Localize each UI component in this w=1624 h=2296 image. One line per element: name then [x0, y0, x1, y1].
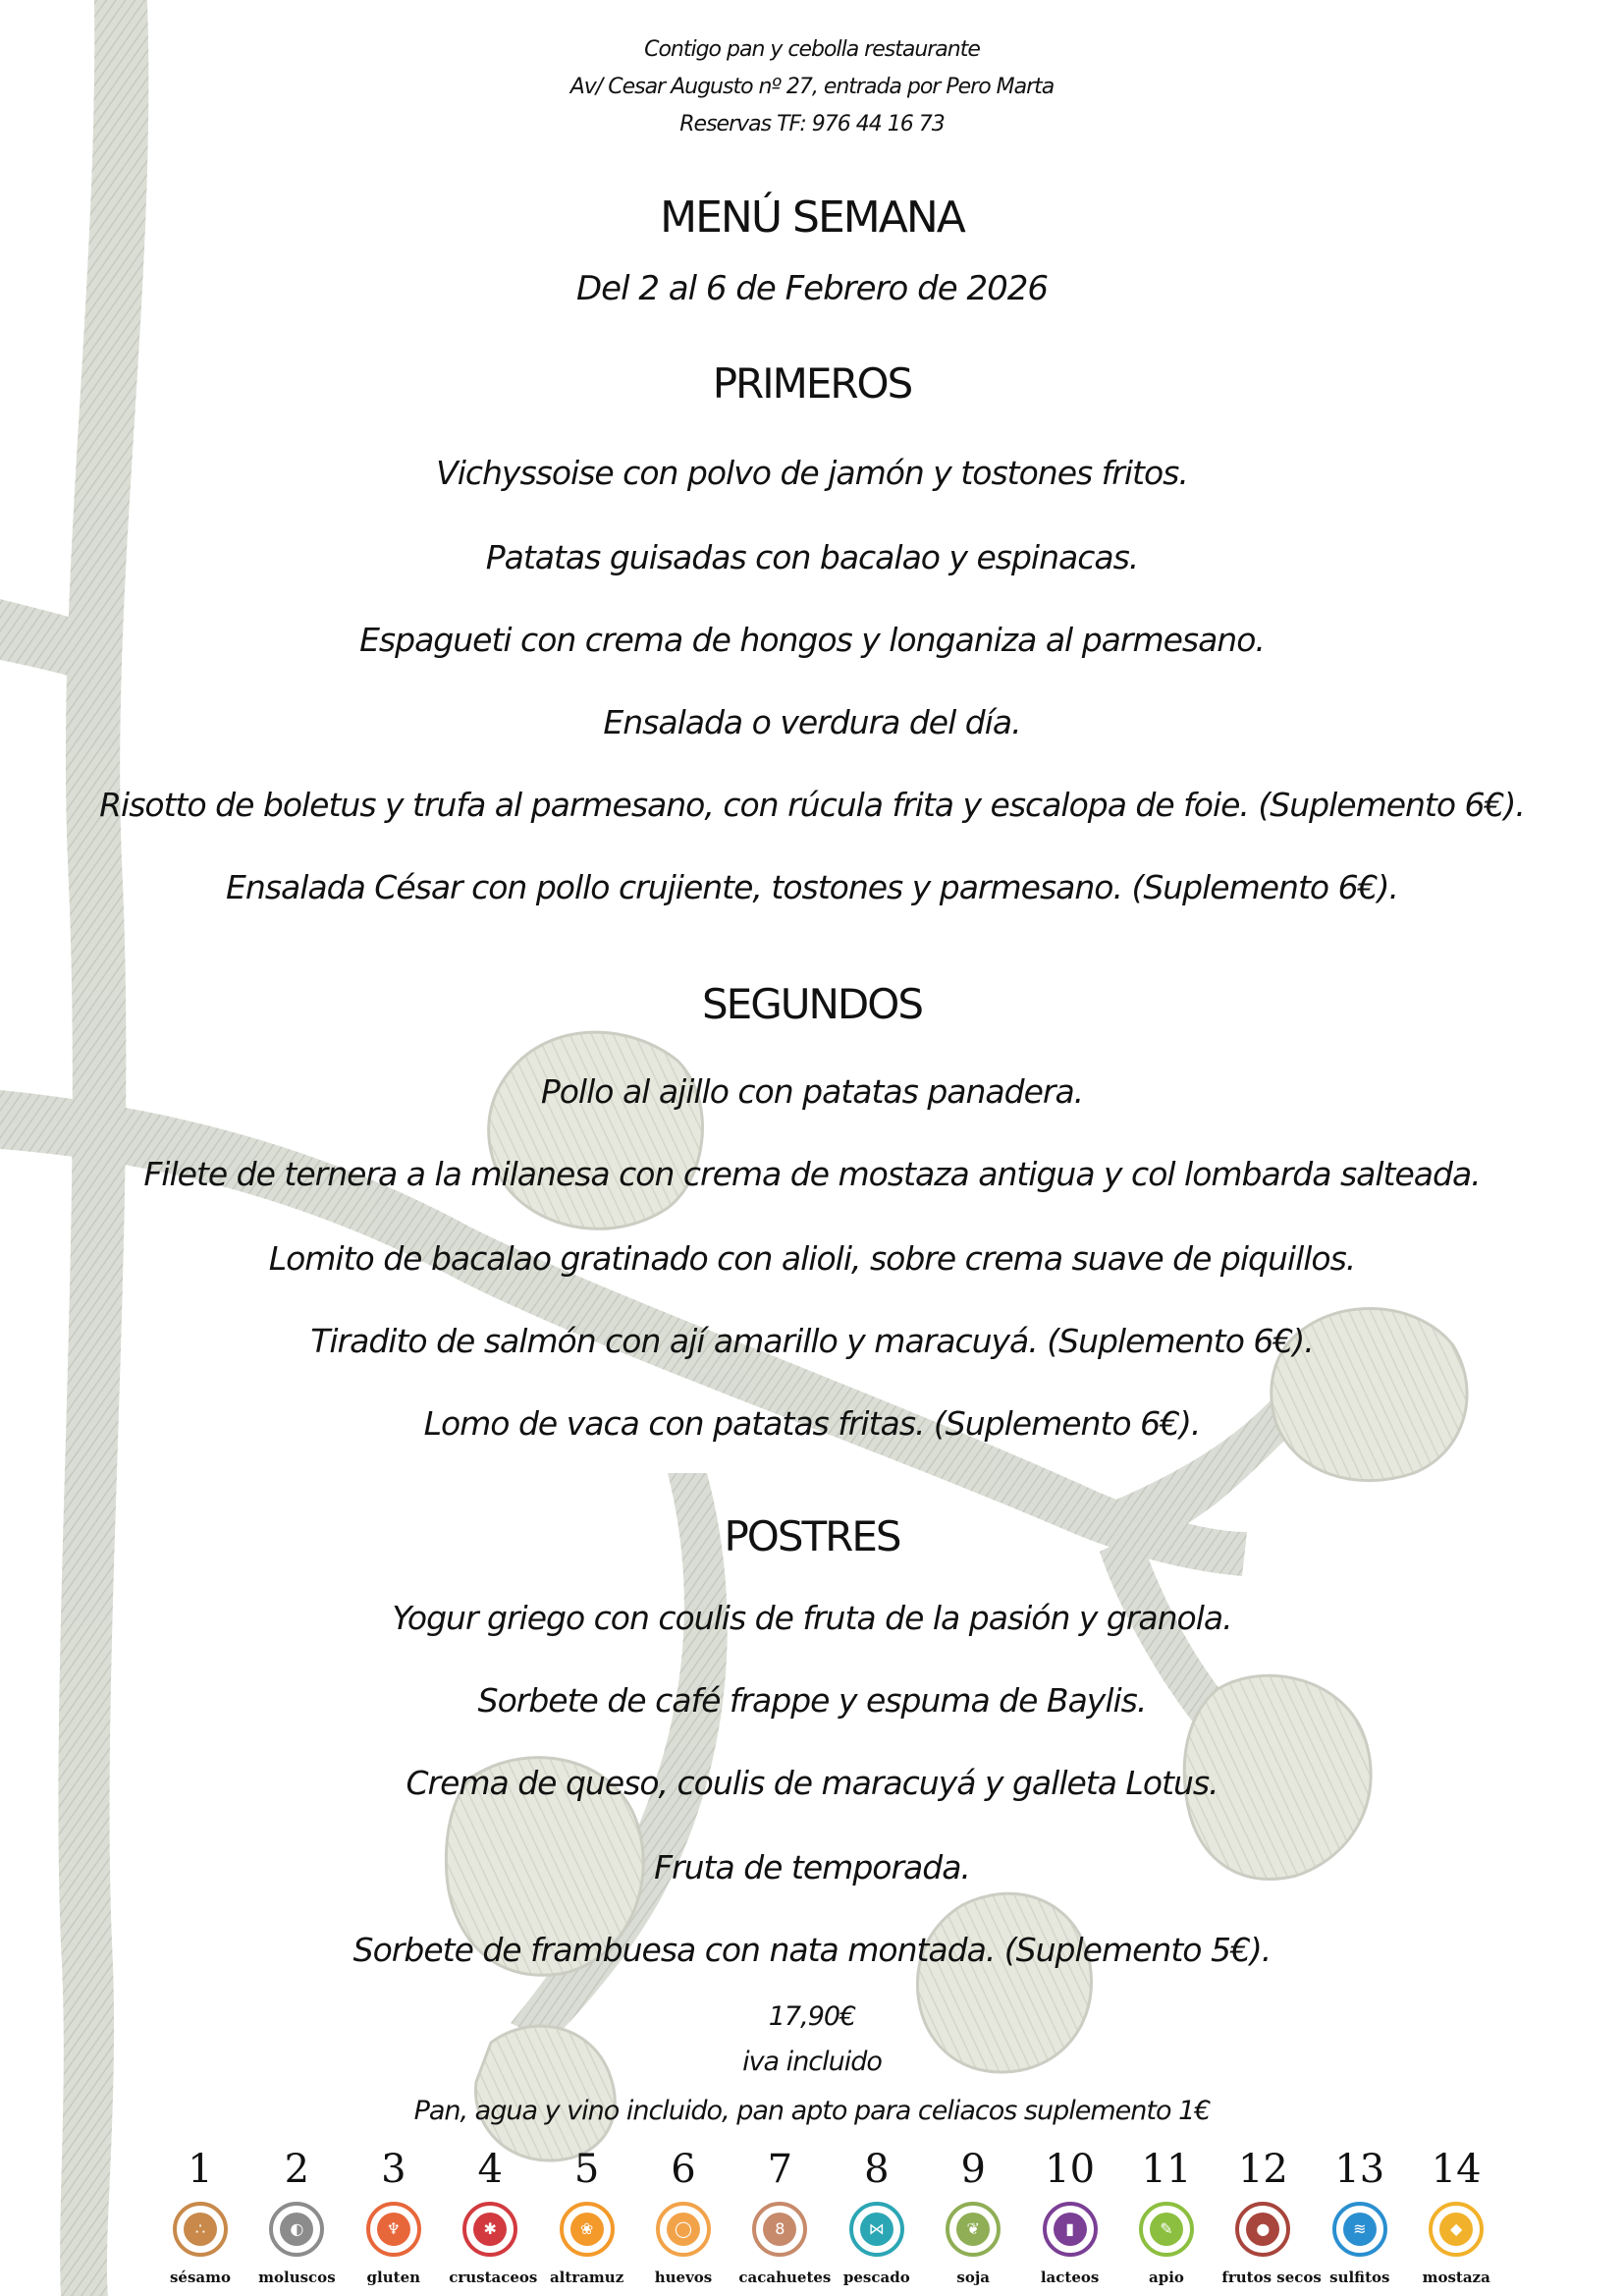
menu-title: MENÚ SEMANA [660, 192, 964, 243]
allergen-item [836, 2147, 918, 2286]
allergen-number: 3 [381, 2147, 406, 2192]
allergen-number: 12 [1237, 2147, 1288, 2192]
dish-item: Pollo al ajillo con patatas panadera. [540, 1072, 1084, 1111]
sulphite-icon: ≋ [1332, 2202, 1387, 2257]
allergen-name: moluscos [258, 2269, 336, 2286]
allergen-item [449, 2147, 538, 2286]
allergen-name: huevos [654, 2269, 713, 2286]
restaurant-address: Av/ Cesar Augusto nº 27, entrada por Pero Marta [569, 75, 1055, 99]
dish-item: Lomito de bacalao gratinado con alioli, sobre crema suave de piquillos. [268, 1239, 1356, 1278]
section-heading-postres: POSTRES [724, 1512, 900, 1560]
dish-item: Sorbete de café frappe y espuma de Baylis. [477, 1681, 1147, 1720]
allergen-item [255, 2147, 338, 2286]
allergen-name: gluten [366, 2269, 421, 2286]
allergen-name: sulfitos [1329, 2269, 1390, 2286]
allergen-number: 7 [767, 2147, 793, 2192]
egg-icon: ◯ [656, 2202, 711, 2257]
dish-item: Ensalada César con pollo crujiente, tostones y parmesano. (Suplemento 6€). [226, 868, 1398, 906]
section-heading-primeros: PRIMEROS [712, 359, 912, 408]
dish-item: Tiradito de salmón con ají amarillo y maracuyá. (Suplemento 6€). [310, 1322, 1314, 1360]
section-heading-segundos: SEGUNDOS [702, 980, 922, 1028]
allergen-number: 5 [573, 2147, 600, 2192]
allergen-item [546, 2147, 628, 2286]
allergen-number: 13 [1334, 2147, 1385, 2192]
celery-icon: ✎ [1139, 2202, 1194, 2257]
menu-dates: Del 2 al 6 de Febrero de 2026 [575, 269, 1048, 308]
fish-icon: ⋈ [849, 2202, 904, 2257]
allergen-item [738, 2147, 832, 2286]
wheat-icon: ♆ [366, 2202, 421, 2257]
dish-item: Yogur griego con coulis de fruta de la pasión y granola. [392, 1599, 1232, 1637]
allergen-item [932, 2147, 1014, 2286]
dish-item: Ensalada o verdura del día. [603, 703, 1021, 741]
nuts-icon: ● [1235, 2202, 1290, 2257]
allergen-name: soja [956, 2269, 990, 2286]
allergen-item [352, 2147, 435, 2286]
allergen-number: 2 [284, 2147, 310, 2192]
allergen-number: 1 [188, 2147, 213, 2192]
allergen-number: 8 [864, 2147, 890, 2192]
lupin-icon: ❀ [560, 2202, 615, 2257]
dish-item: Patatas guisadas con bacalao y espinacas. [485, 538, 1139, 576]
allergen-name: frutos secos [1221, 2269, 1322, 2286]
soy-icon: ❦ [946, 2202, 1001, 2257]
milk-icon: ▮ [1043, 2202, 1098, 2257]
allergen-name: altramuz [549, 2269, 624, 2286]
sesame-icon: ∴ [173, 2202, 228, 2257]
allergen-name: apio [1149, 2269, 1184, 2286]
allergen-number: 4 [477, 2147, 503, 2192]
reservation-phone: Reservas TF: 976 44 16 73 [679, 112, 945, 137]
dish-item: Risotto de boletus y trufa al parmesano, con rúcula frita y escalopa de foie. (Suplemento 6€). [99, 786, 1525, 824]
allergen-number: 14 [1431, 2147, 1482, 2192]
dish-item: Sorbete de frambuesa con nata montada. (Suplemento 5€). [352, 1931, 1272, 1969]
vat-note: iva incluido [742, 2047, 882, 2077]
allergen-item [1029, 2147, 1111, 2286]
allergen-name: cacahuetes [738, 2269, 832, 2286]
allergen-name: crustaceos [449, 2269, 538, 2286]
allergen-number: 6 [671, 2147, 696, 2192]
allergen-item [1415, 2147, 1497, 2286]
allergen-name: sésamo [169, 2269, 232, 2286]
peanut-icon: 8 [752, 2202, 807, 2257]
allergen-item [159, 2147, 242, 2286]
allergen-name: mostaza [1422, 2269, 1490, 2286]
restaurant-name: Contigo pan y cebolla restaurante [644, 37, 980, 62]
allergen-number: 11 [1141, 2147, 1192, 2192]
allergen-item [1125, 2147, 1208, 2286]
dish-item: Vichyssoise con polvo de jamón y tostones fritos. [436, 454, 1188, 492]
allergen-item [1319, 2147, 1401, 2286]
allergen-number: 10 [1045, 2147, 1096, 2192]
dish-item: Filete de ternera a la milanesa con crema de mostaza antigua y col lombarda salteada. [143, 1155, 1481, 1193]
allergen-number: 9 [960, 2147, 986, 2192]
mollusc-icon: ◐ [269, 2202, 324, 2257]
bread-water-wine-note: Pan, agua y vino incluido, pan apto para celiacos suplemento 1€ [413, 2096, 1211, 2126]
allergen-name: pescado [842, 2269, 910, 2286]
crab-icon: ✱ [462, 2202, 517, 2257]
allergen-item [1221, 2147, 1322, 2286]
allergen-name: lacteos [1040, 2269, 1100, 2286]
mustard-icon: ◆ [1429, 2202, 1484, 2257]
dish-item: Fruta de temporada. [654, 1848, 970, 1886]
dish-item: Lomo de vaca con patatas fritas. (Suplemento 6€). [423, 1404, 1201, 1443]
allergen-item [642, 2147, 725, 2286]
dish-item: Espagueti con crema de hongos y longaniza al parmesano. [359, 621, 1265, 659]
menu-price: 17,90€ [768, 2001, 856, 2032]
dish-item: Crema de queso, coulis de maracuyá y galleta Lotus. [406, 1764, 1218, 1802]
